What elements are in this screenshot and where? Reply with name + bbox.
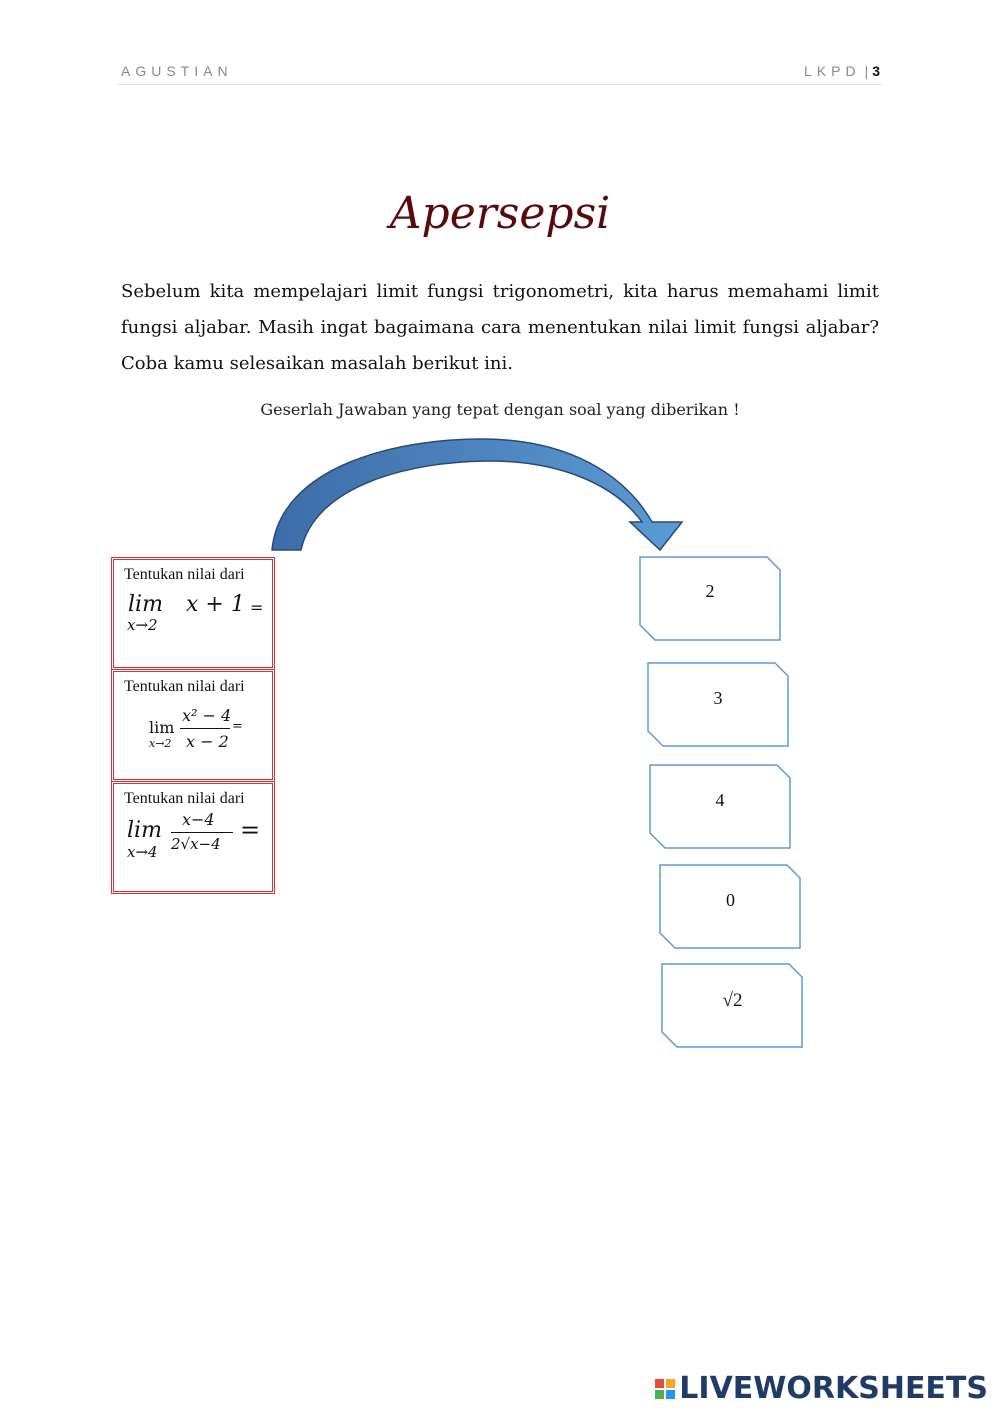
curved-arrow-icon (260, 430, 690, 560)
fraction-bar (171, 832, 233, 833)
header-page-info (804, 63, 880, 79)
answer-card-5[interactable]: √2 (722, 990, 743, 1011)
question-label: Tentukan nilai dari (124, 790, 245, 807)
equals-sign: = (232, 719, 243, 734)
fraction-bar (180, 728, 230, 729)
liveworksheets-logo[interactable] (655, 1371, 988, 1406)
question-card-3 (111, 781, 275, 894)
answer-card-3[interactable]: 4 (715, 790, 725, 810)
lim-symbol: lim (127, 818, 162, 843)
fraction-numerator: x² − 4 (182, 706, 232, 725)
limit-subscript: x→2 (149, 737, 172, 750)
limit-subscript: x→4 (127, 843, 158, 861)
fraction-denominator: 2√x−4 (171, 835, 221, 853)
fraction-denominator: x − 2 (186, 732, 229, 751)
limit-body: x + 1 (186, 592, 245, 617)
logo-mark-icon (655, 1379, 675, 1399)
page-number: 3 (872, 63, 880, 79)
answer-card-4[interactable]: 0 (726, 890, 735, 910)
answer-card-1[interactable]: 2 (705, 581, 715, 601)
answer-card-2[interactable]: 3 (713, 688, 723, 708)
question-card-2 (111, 669, 275, 782)
page-title: Apersepsi (389, 188, 611, 239)
question-label: Tentukan nilai dari (124, 566, 245, 583)
header-divider (118, 84, 882, 85)
header-author: AGUSTIAN (121, 63, 233, 79)
equals-sign: = (250, 598, 264, 617)
limit-expression (128, 592, 163, 617)
header-separator: | (864, 63, 869, 79)
limit-subscript: x→2 (127, 616, 158, 634)
instruction-text: Geserlah Jawaban yang tepat dengan soal yang diberikan ! (260, 400, 740, 419)
logo-text: LIVEWORKSHEETS (679, 1371, 988, 1406)
limit-expression (127, 818, 162, 843)
equals-sign: = (240, 816, 261, 844)
fraction-numerator: x−4 (182, 810, 215, 829)
header-doc-label: LKPD (803, 63, 861, 79)
question-label: Tentukan nilai dari (124, 678, 245, 695)
lim-symbol: lim (149, 718, 175, 737)
question-card-1 (111, 557, 275, 670)
intro-paragraph: Sebelum kita mempelajari limit fungsi trigonometri, kita harus memahami limit fungsi aljabar. Masih ingat bagaimana cara menentukan nilai limit fungsi aljabar? Coba kamu selesaikan masalah berikut ini. (121, 281, 879, 374)
lim-symbol: lim (128, 592, 163, 617)
